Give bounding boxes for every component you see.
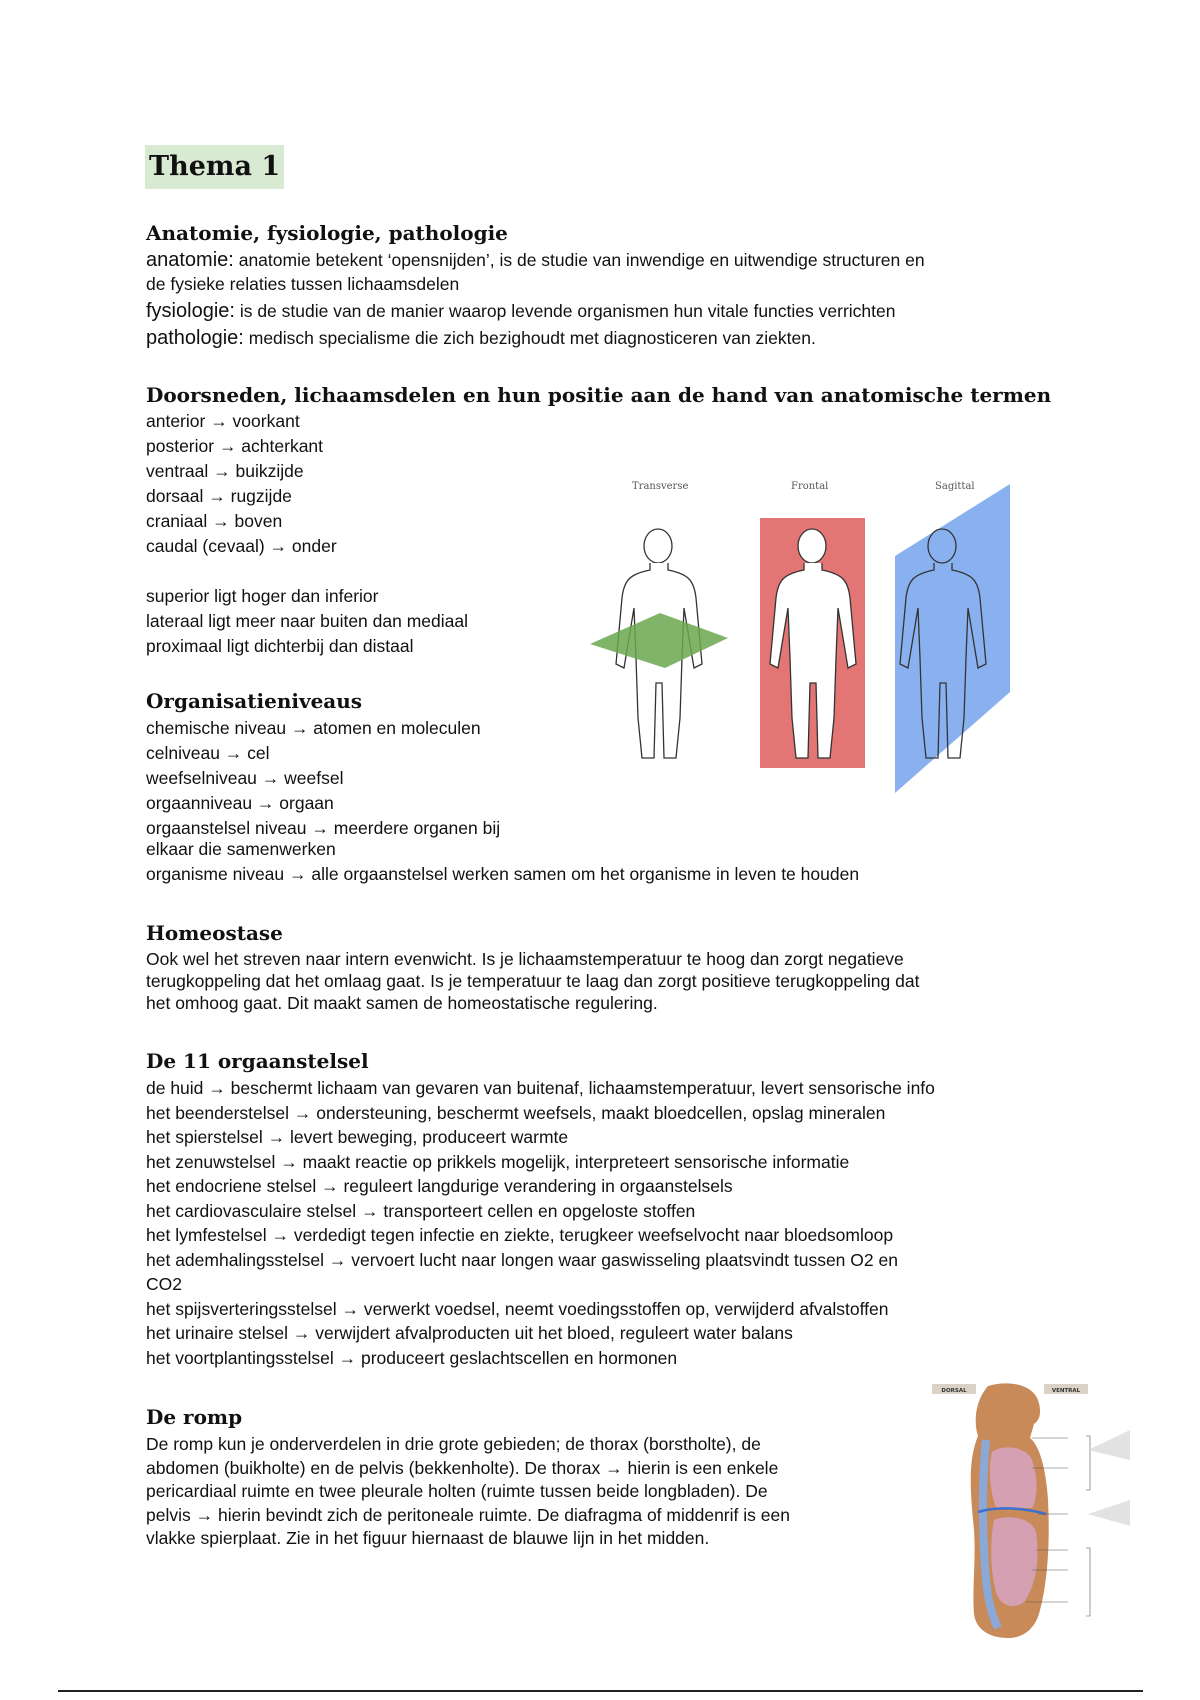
organ-system-item: het endocriene stelsel → reguleert langdurige verandering in orgaanstelsels [146,1176,733,1196]
plane-label-sagittal: Sagittal [935,481,975,492]
heading-organisatieniveaus: Organisatieniveaus [146,689,363,713]
heading-romp: De romp [146,1405,243,1429]
anatomical-terms-list [146,409,337,559]
paragraph-line: pelvis → hierin bevindt zich de peritoneale ruimte. De diafragma of middenrif is een [146,1504,790,1525]
definition-pathologie [146,326,925,350]
level-item: celniveau → cel [146,743,270,763]
level-item: orgaanniveau → orgaan [146,793,334,813]
term-item: posterior → achterkant [146,436,324,456]
organ-system-item: het beenderstelsel → ondersteuning, beschermt weefsels, maakt bloedcellen, opslag mineralen [146,1102,886,1123]
organ-system-item: het urinaire stelsel → verwijdert afvalproducten uit het bloed, reguleert water balans [146,1323,793,1343]
organ-system-item: het zenuwstelsel → maakt reactie op prikkels mogelijk, interpreteert sensorische informatie [146,1151,850,1172]
definition-fysiologie [146,299,925,323]
level-item: orgaanstelsel niveau → meerdere organen bij [146,818,501,838]
level-item: weefselniveau → weefsel [146,768,344,788]
organ-system-item: het spijsverteringsstelsel → verwerkt voedsel, neemt voedingsstoffen op, verwijderd afvalstoffen [146,1298,889,1319]
label-dorsal: DORSAL [941,1388,967,1394]
homeostase-paragraph [146,948,919,1014]
paragraph-line: Ook wel het streven naar intern evenwicht. Is je lichaamstemperatuur te hoog dan zorgt negatieve [146,949,904,969]
level-item-cont: elkaar die samenwerken [146,839,336,859]
level-item: chemische niveau → atomen en moleculen [146,718,481,738]
organ-system-item: het spierstelsel → levert beweging, produceert warmte [146,1127,569,1147]
afp-definitions [146,248,925,350]
heading-homeostase: Homeostase [146,921,283,945]
romp-paragraph [146,1433,790,1551]
term-item: ventraal → buikzijde [146,461,304,481]
paragraph-line: pericardiaal ruimte en twee pleurale holten (ruimte tussen beide longbladen). De [146,1481,768,1501]
relations-list [146,584,468,659]
plane-label-transverse: Transverse [632,481,689,492]
term-anatomie: anatomie: [146,249,234,271]
organ-system-item: het voortplantingsstelsel → produceert geslachtscellen en hormonen [146,1347,678,1368]
relation-item: superior ligt hoger dan inferior [146,586,379,606]
footer-divider [58,1690,1143,1692]
definition-anatomie [146,248,925,272]
term-item: caudal (cevaal) → onder [146,536,337,556]
transverse-plane [590,613,728,668]
heading-anatomie-fysiologie-pathologie: Anatomie, fysiologie, pathologie [146,221,508,245]
relation-item: proximaal ligt dichterbij dan distaal [146,636,414,656]
text-fysiologie: is de studie van de manier waarop levende organismen hun vitale functies verrichten [239,301,896,321]
organ-system-item: het cardiovasculaire stelsel → transporteert cellen en opgeloste stoffen [146,1200,696,1221]
text-anatomie-cont: de fysieke relaties tussen lichaamsdelen [146,274,460,294]
relation-item: lateraal ligt meer naar buiten dan mediaal [146,611,468,631]
paragraph-line: De romp kun je onderverdelen in drie grote gebieden; de thorax (borstholte), de [146,1434,761,1454]
label-ventral: VENTRAL [1051,1388,1081,1394]
organisation-levels-list [146,716,859,887]
paragraph-line: abdomen (buikholte) en de pelvis (bekkenholte). De thorax → hierin is een enkele [146,1457,779,1478]
organ-system-item: de huid → beschermt lichaam van gevaren van buitenaf, lichaamstemperatuur, levert sensorische info [146,1078,935,1098]
paragraph-line: terugkoppeling dat het omlaag gaat. Is je temperatuur te laag dan zorgt positieve terugkoppeling dat [146,971,920,991]
text-anatomie: anatomie betekent ‘opensnijden’, is de studie van inwendige en uitwendige structuren en [238,250,925,270]
plane-label-frontal: Frontal [791,481,829,492]
term-item: craniaal → boven [146,511,283,531]
text-pathologie: medisch specialisme die zich bezighoudt met diagnosticeren van ziekten. [248,328,816,348]
level-item: organisme niveau → alle orgaanstelsel werken samen om het organisme in leven te houden [146,864,860,884]
page-title: Thema 1 [145,145,284,189]
term-pathologie: pathologie: [146,327,244,349]
heading-doorsneden: Doorsneden, lichaamsdelen en hun positie aan de hand van anatomische termen [146,383,1052,407]
organ-system-item: het lymfestelsel → verdedigt tegen infectie en ziekte, terugkeer weefselvocht naar bloedsomloop [146,1225,894,1245]
organ-system-item-cont: CO2 [146,1274,182,1294]
term-fysiologie: fysiologie: [146,300,235,322]
term-item: dorsaal → rugzijde [146,486,292,506]
organ-system-item: het ademhalingsstelsel → vervoert lucht naar longen waar gaswisseling plaatsvindt tussen O2 en [146,1249,898,1270]
trunk-cavities-figure [928,1380,1133,1640]
orgaanstelsel-list [146,1076,935,1370]
term-item: anterior → voorkant [146,411,300,431]
heading-orgaanstelsel: De 11 orgaanstelsel [146,1049,369,1073]
sagittal-plane [895,484,1010,793]
trunk-body [971,1383,1130,1638]
paragraph-line: het omhoog gaat. Dit maakt samen de homeostatische regulering. [146,993,658,1013]
paragraph-line: vlakke spierplaat. Zie in het figuur hiernaast de blauwe lijn in het midden. [146,1528,710,1548]
